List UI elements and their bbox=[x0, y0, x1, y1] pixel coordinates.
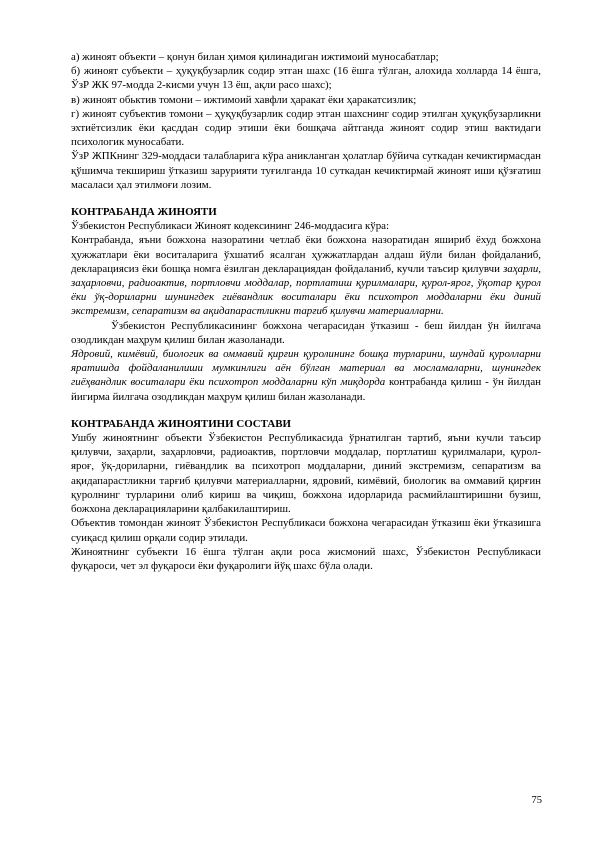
paragraph-crime-objective-side: Объектив томондан жиноят Ўзбекистон Республикаси божхона чегарасидан ўтказиш ёки ўтказишга суиқасд қилиш орқали содир этилади. bbox=[71, 517, 541, 544]
paragraph-subject: б) жиноят субъекти – ҳуқуқбузарлик содир этган шахс (16 ёшга тўлган, алохида холларда 14 ёшга, ЎзР ЖК 97-модда 2-кисми учун 13 ёш, ақли расо шахс); bbox=[71, 65, 541, 92]
aggravated-italic-text: Ядровий, кимёвий, биологик ва оммавий қирғин қуролининг бошқа турларини, шундай қуролларни яратишда фойдаланилиши мумкинлиги аён бўлган материал ва мосламаларни, шунингдек гиёҳвандлик воситалари ёки психотроп моддаларни кўп миқдорда bbox=[71, 348, 541, 389]
paragraph-crime-subject: Жиноятнинг субъекти 16 ёшга тўлган ақли роса жисмоний шахс, Ўзбекистон Республикаси фуқароси, чет эл фуқароси ёки фуқаролиги йўқ шахс бўла олади. bbox=[71, 545, 541, 572]
definition-italic-text: заҳарли, заҳарловчи, радиоактив, портловчи моддалар, портлатиш қурилмалари, қурол-яроғ, ўқотар қурол ёки ўқ-дориларни шунингдек гиёвандлик воситалари ёки психотроп моддаларни ёки диний экстремизм, сепаратизм ва ақидапарастликни тарғиб қилувчи материалларни. bbox=[71, 262, 541, 318]
paragraph-subjective-side: г) жиноят субъектив томони – ҳуқуқбузарлик содир этган шахснинг содир этилган ҳуқуқбузарликни эхтиётсизлик ёки қасддан содир этиши ёки бошқача айтганда жиноят содир этиш вактидаги психологик муносабати. bbox=[71, 107, 541, 149]
paragraph-code-reference: Ўзбекистон Республикаси Жиноят кодексининг 246-моддасига кўра: bbox=[71, 220, 390, 233]
definition-text: Контрабанда, яъни божхона назоратини четлаб ёки божхона назоратидан яшириб ёхуд божхона ҳужжатлари ёки воситаларига ўхшатиб ясалган ҳужжатлардан алдаш йўли билан фойдаланиб, декларациясиз ёки бошқа номга ёзилган декларациядан фойдаланиб, кучли таъсир қилувчи bbox=[71, 234, 541, 275]
paragraph-definition bbox=[71, 233, 541, 318]
paragraph-crime-object: Ушбу жиноятнинг объекти Ўзбекистон Республикасида ўрнатилган тартиб, яъни кучли таъсир қилувчи, заҳарли, заҳарловчи, радиоактив, портловчи моддалар, портлатиш қурилмалари, қурол-яроғ, ўқ-дориларни, гиёвандлик ва психотроп моддаларни, диний экстремизм, сепаратизм ва ақидапарастликни тарғиб қилувчи материалларни, ядровий, кимёвий, биологик ва оммавий қирғин қуролнинг турларини олиб кириш ва чиқиш, божхона идорларида расмийлаштиришни бузиш, божхона декларацияларини қалбакилаштириш. bbox=[71, 432, 541, 516]
paragraph-penalty: Ўзбекистон Республикасининг божхона чегарасидан ўтказиш - беш йилдан ўн йилгача озодликдан маҳрум қилиш билан жазоланади. bbox=[71, 319, 541, 346]
paragraph-aggravated bbox=[71, 347, 541, 404]
paragraph-objective-side: в) жиноят обьктив томони – ижтимоий хавфли ҳаракат ёки ҳаракатсизлик; bbox=[71, 93, 417, 106]
paragraph-object: а) жиноят объекти – қонун билан ҳимоя қилинадиган ижтимоий муносабатлар; bbox=[71, 51, 439, 63]
heading-crime-composition: КОНТРАБАНДА ЖИНОЯТИНИ СОСТАВИ bbox=[71, 417, 291, 430]
heading-smuggling-crime: КОНТРАБАНДА ЖИНОЯТИ bbox=[71, 206, 217, 219]
aggravated-text: контрабанда қилиш - ўн йилдан йигирма йилгача озодликдан маҳрум қилиш билан жазоланади. bbox=[71, 376, 541, 403]
page-content bbox=[71, 50, 541, 573]
paragraph-procedure: ЎзР ЖПКнинг 329-моддаси талабларига кўра аникланган ҳолатлар бўйича суткадан кечиктирмасдан қўшимча текшириш ўтказиш зарурияти туғилганда 10 суткадан кечиктирмай жиноят иши қўзғатиш масаласи ҳал этилмоғи лозим. bbox=[71, 150, 541, 191]
page-number: 75 bbox=[531, 795, 542, 806]
